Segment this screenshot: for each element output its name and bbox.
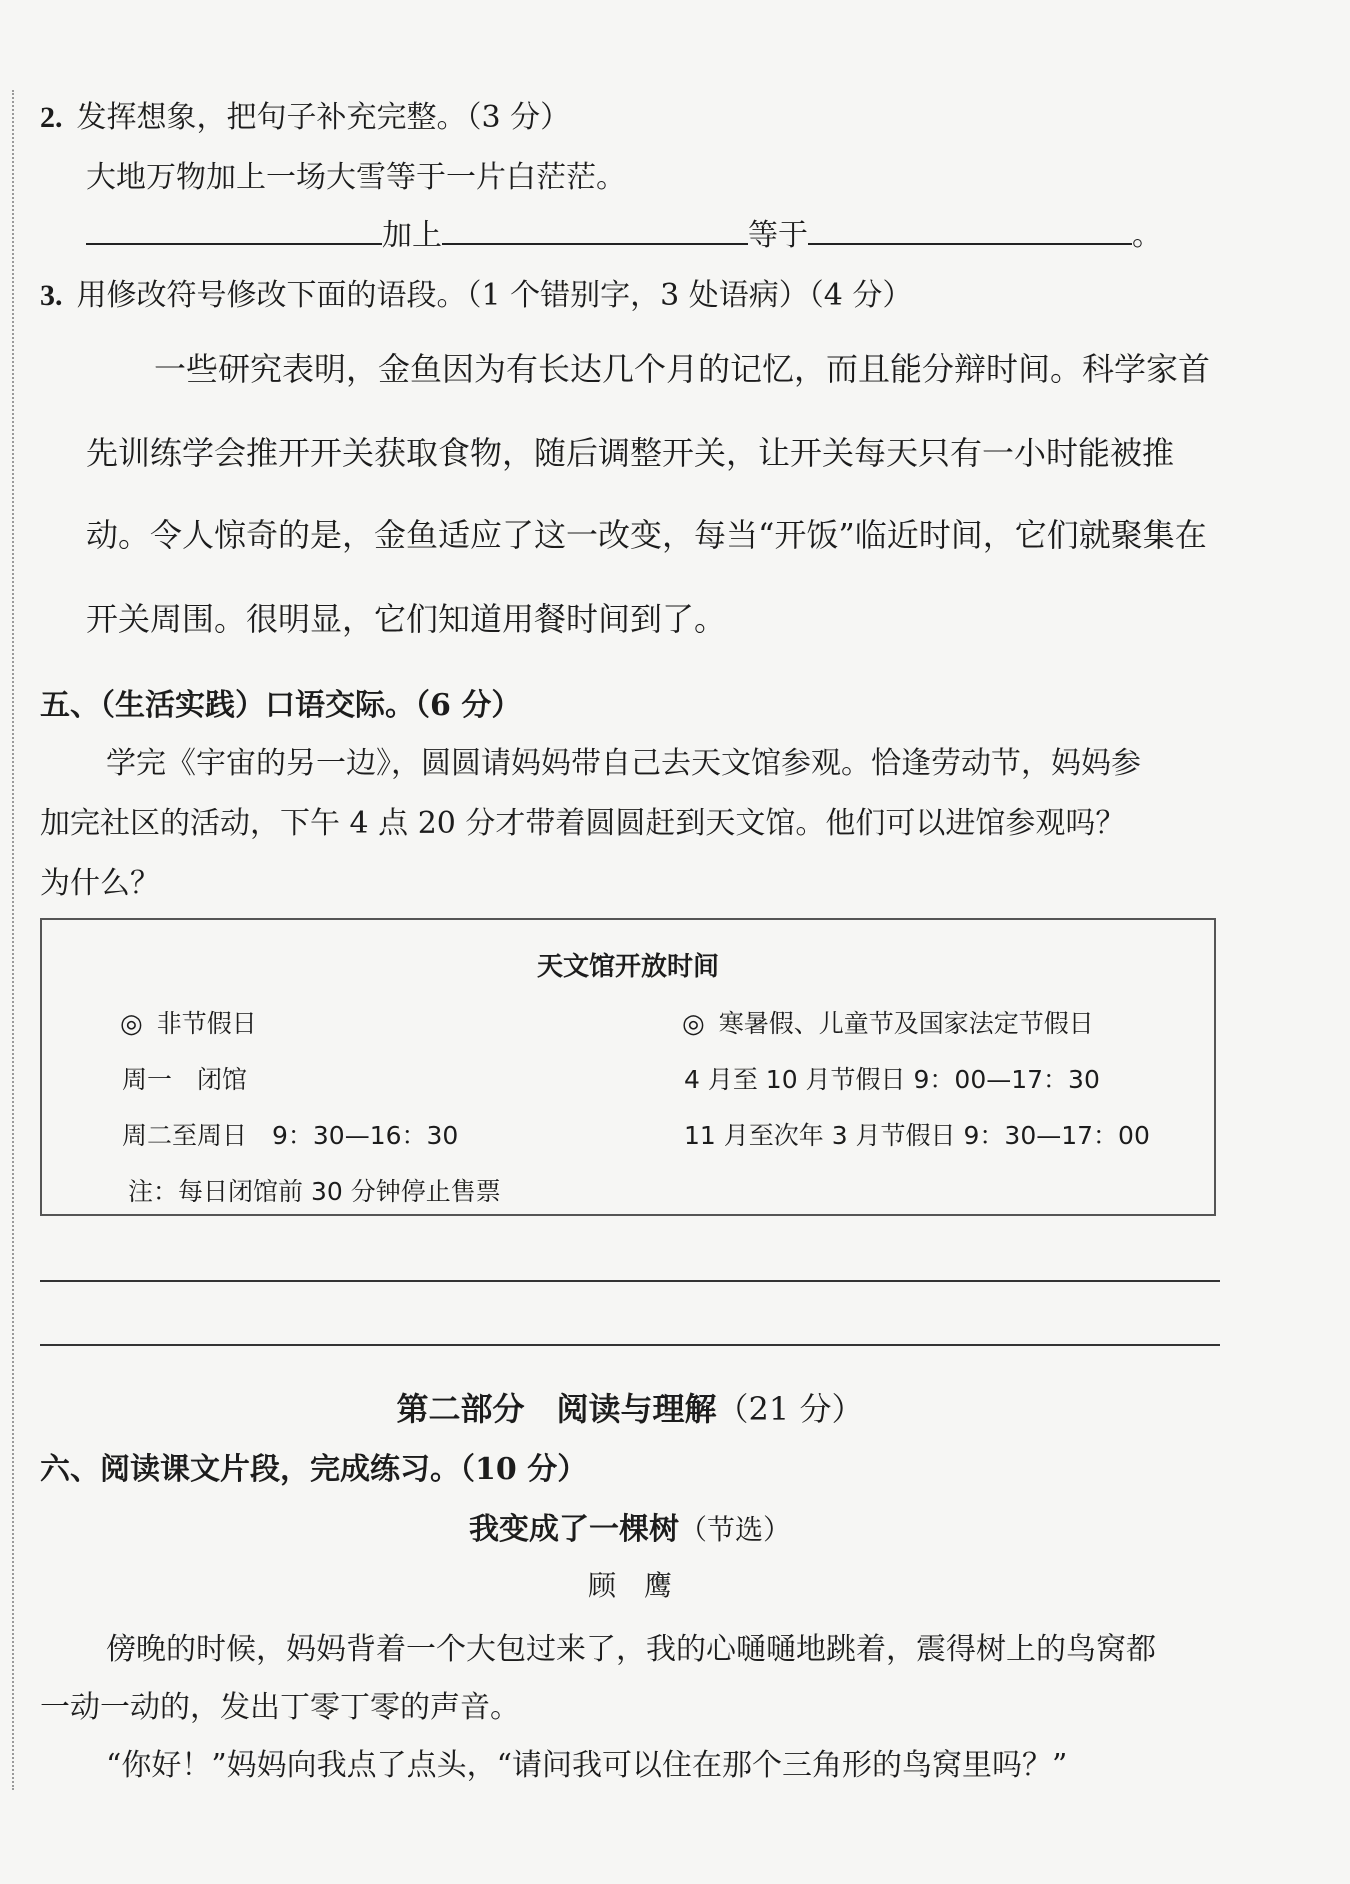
- double-circle-icon: ◎: [682, 1009, 705, 1039]
- section-5-tag: 生活实践: [115, 688, 235, 723]
- schedule-right-heading: [682, 1004, 1094, 1040]
- word-plus: 加上: [382, 218, 442, 253]
- section-5-heading-suffix: ）口语交际。（6 分）: [235, 688, 522, 723]
- word-equals: 等于: [748, 218, 808, 253]
- question-2-fill-line: [86, 210, 1162, 254]
- story-author: 顾 鹰: [587, 1569, 672, 1602]
- part-2-title-text: 第二部分 阅读与理解: [396, 1390, 717, 1428]
- question-2-number: 2.: [40, 101, 63, 134]
- left-heading-text: 非节假日: [156, 1009, 257, 1038]
- section-5-line: 学完《宇宙的另一边》，圆圆请妈妈带自己去天文馆参观。恰逢劳动节，妈妈参: [106, 746, 1141, 781]
- section-5-line: 为什么？: [40, 866, 160, 901]
- passage-line: 动。令人惊奇的是，金鱼适应了这一改变，每当“开饭”临近时间，它们就聚集在: [86, 516, 1207, 554]
- answer-line[interactable]: [40, 1344, 1220, 1346]
- section-6-heading: 六、阅读课文片段，完成练习。（10 分）: [40, 1452, 588, 1487]
- part-2-title: [0, 1384, 1260, 1430]
- passage-line: 开关周围。很明显，它们知道用餐时间到了。: [86, 600, 727, 638]
- schedule-note: 注：每日闭馆前 30 分钟停止售票: [128, 1177, 501, 1206]
- schedule-box: [40, 918, 1216, 1216]
- schedule-left-row: 周二至周日 9：30—16：30: [122, 1121, 459, 1150]
- passage-line: 一些研究表明，金鱼因为有长达几个月的记忆，而且能分辩时间。科学家首: [154, 350, 1211, 388]
- answer-line[interactable]: [40, 1280, 1220, 1282]
- blank-3[interactable]: [808, 215, 1132, 245]
- schedule-left-row: 周一 闭馆: [122, 1065, 248, 1094]
- blank-1[interactable]: [86, 215, 382, 245]
- double-circle-icon: ◎: [120, 1009, 143, 1039]
- passage-line: 先训练学会推开开关获取食物，随后调整开关，让开关每天只有一小时能被推: [86, 434, 1175, 472]
- part-2-score: （21 分）: [716, 1390, 864, 1428]
- story-line: 一动一动的，发出丁零丁零的声音。: [40, 1690, 520, 1725]
- story-line: 傍晚的时候，妈妈背着一个大包过来了，我的心嗵嗵地跳着，震得树上的鸟窝都: [106, 1632, 1156, 1667]
- question-3-number: 3.: [40, 279, 63, 312]
- story-line: “你好！”妈妈向我点了点头，“请问我可以住在那个三角形的鸟窝里吗？”: [106, 1748, 1068, 1783]
- end-mark: 。: [1132, 218, 1162, 253]
- question-2-text: 发挥想象，把句子补充完整。（3 分）: [76, 100, 571, 135]
- section-5-heading-prefix: 五、（: [40, 688, 115, 723]
- blank-2[interactable]: [442, 215, 748, 245]
- question-3-text: 用修改符号修改下面的语段。（1 个错别字，3 处语病）（4 分）: [76, 278, 913, 313]
- story-title: [0, 1504, 1260, 1548]
- question-2-heading: [40, 92, 570, 136]
- section-5-line: 加完社区的活动，下午 4 点 20 分才带着圆圆赶到天文馆。他们可以进馆参观吗？: [40, 806, 1126, 841]
- schedule-right-row: 11 月至次年 3 月节假日 9：30—17：00: [684, 1121, 1150, 1150]
- schedule-left-heading: [120, 1004, 257, 1040]
- right-heading-text: 寒暑假、儿童节及国家法定节假日: [718, 1009, 1094, 1038]
- story-title-note: （节选）: [678, 1513, 791, 1546]
- question-3-heading: [40, 270, 912, 314]
- story-title-text: 我变成了一棵树: [468, 1512, 679, 1547]
- question-2-example: 大地万物加上一场大雪等于一片白茫茫。: [86, 160, 626, 195]
- schedule-right-row: 4 月至 10 月节假日 9：00—17：30: [684, 1065, 1100, 1094]
- schedule-title: 天文馆开放时间: [536, 952, 719, 982]
- section-5-heading: [40, 680, 521, 724]
